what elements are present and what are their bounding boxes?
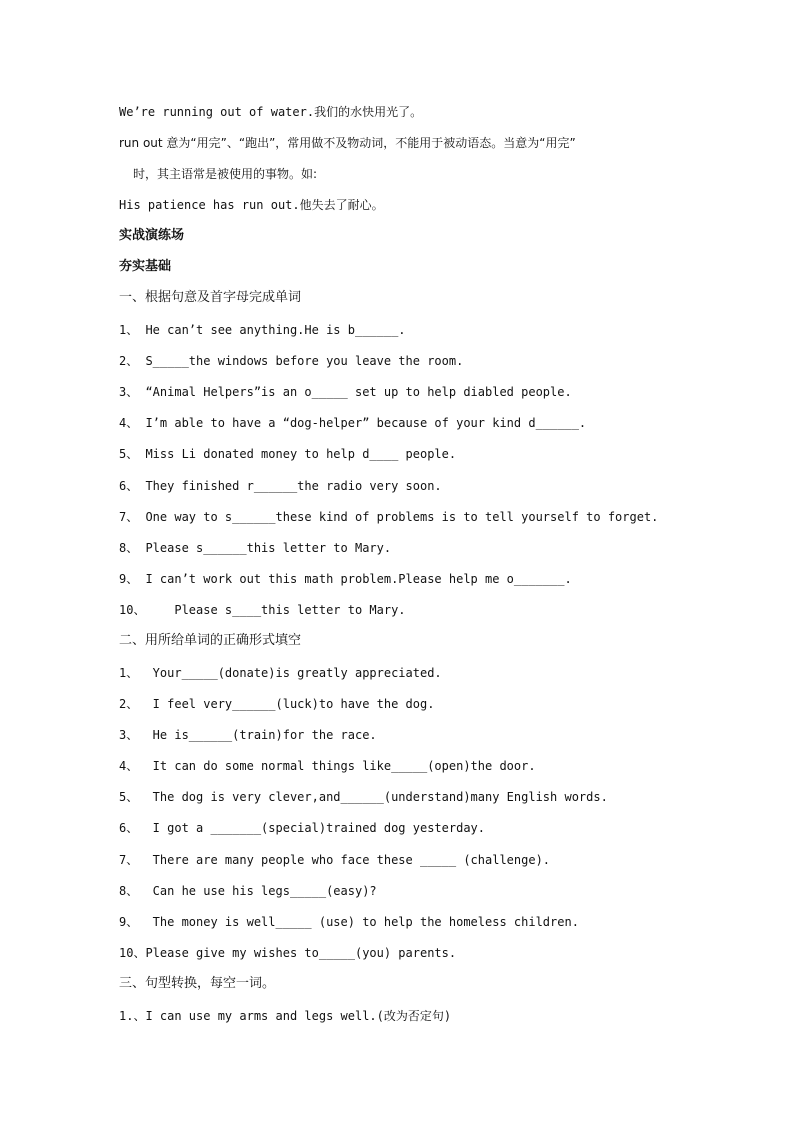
- part1-item: 4、 I’m able to have a “dog-helper” because of your kind d______.: [119, 416, 587, 430]
- part1-item: 5、 Miss Li donated money to help d____ people.: [119, 447, 457, 461]
- part2-heading: 二、用所给单词的正确形式填空: [119, 633, 302, 648]
- part1-item: 7、 One way to s______these kind of problems is to tell yourself to forget.: [119, 510, 659, 524]
- part2-item: 6、 I got a _______(special)trained dog yesterday.: [119, 821, 486, 835]
- part1-item: 1、 He can’t see anything.He is b______.: [119, 323, 406, 337]
- part1-item: 6、 They finished r______the radio very soon.: [119, 479, 442, 493]
- part1-item: 9、 I can’t work out this math problem.Please help me o_______.: [119, 572, 572, 586]
- part1-item: 3、 “Animal Helpers”is an o_____ set up to help diabled people.: [119, 385, 572, 399]
- part1-item: 10、 Please s____this letter to Mary.: [119, 603, 406, 617]
- part2-item: 4、 It can do some normal things like_____(open)the door.: [119, 759, 536, 773]
- intro-example-sentence: We’re running out of water.我们的水快用光了。: [119, 105, 423, 119]
- part2-item: 8、 Can he use his legs_____(easy)?: [119, 884, 377, 898]
- intro-example-2: His patience has run out.他失去了耐心。: [119, 198, 384, 212]
- part3-heading: 三、句型转换，每空一词。: [119, 976, 276, 991]
- part2-item: 2、 I feel very______(luck)to have the dog.: [119, 697, 435, 711]
- part2-item: 9、 The money is well_____ (use) to help the homeless children.: [119, 915, 579, 929]
- part3-item: 1.、I can use my arms and legs well.(改为否定句): [119, 1009, 452, 1023]
- part1-heading: 一、根据句意及首字母完成单词: [119, 290, 302, 305]
- part2-item: 7、 There are many people who face these _____ (challenge).: [119, 853, 551, 867]
- part2-item: 10、Please give my wishes to_____(you) parents.: [119, 946, 457, 960]
- part2-item: 5、 The dog is very clever,and______(understand)many English words.: [119, 790, 608, 804]
- part1-item: 2、 S_____the windows before you leave the room.: [119, 354, 464, 368]
- intro-explanation: run out 意为“用完”、“跑出”，常用做不及物动词，不能用于被动语态。当意为“用完”: [119, 136, 576, 150]
- part2-item: 1、 Your_____(donate)is greatly appreciated.: [119, 666, 442, 680]
- part1-item: 8、 Please s______this letter to Mary.: [119, 541, 392, 555]
- part2-item: 3、 He is______(train)for the race.: [119, 728, 377, 742]
- section-title: 实战演练场: [119, 228, 185, 243]
- intro-explanation-continued: 时，其主语常是被使用的事物。如:: [133, 167, 318, 181]
- subsection-title: 夯实基础: [119, 259, 172, 274]
